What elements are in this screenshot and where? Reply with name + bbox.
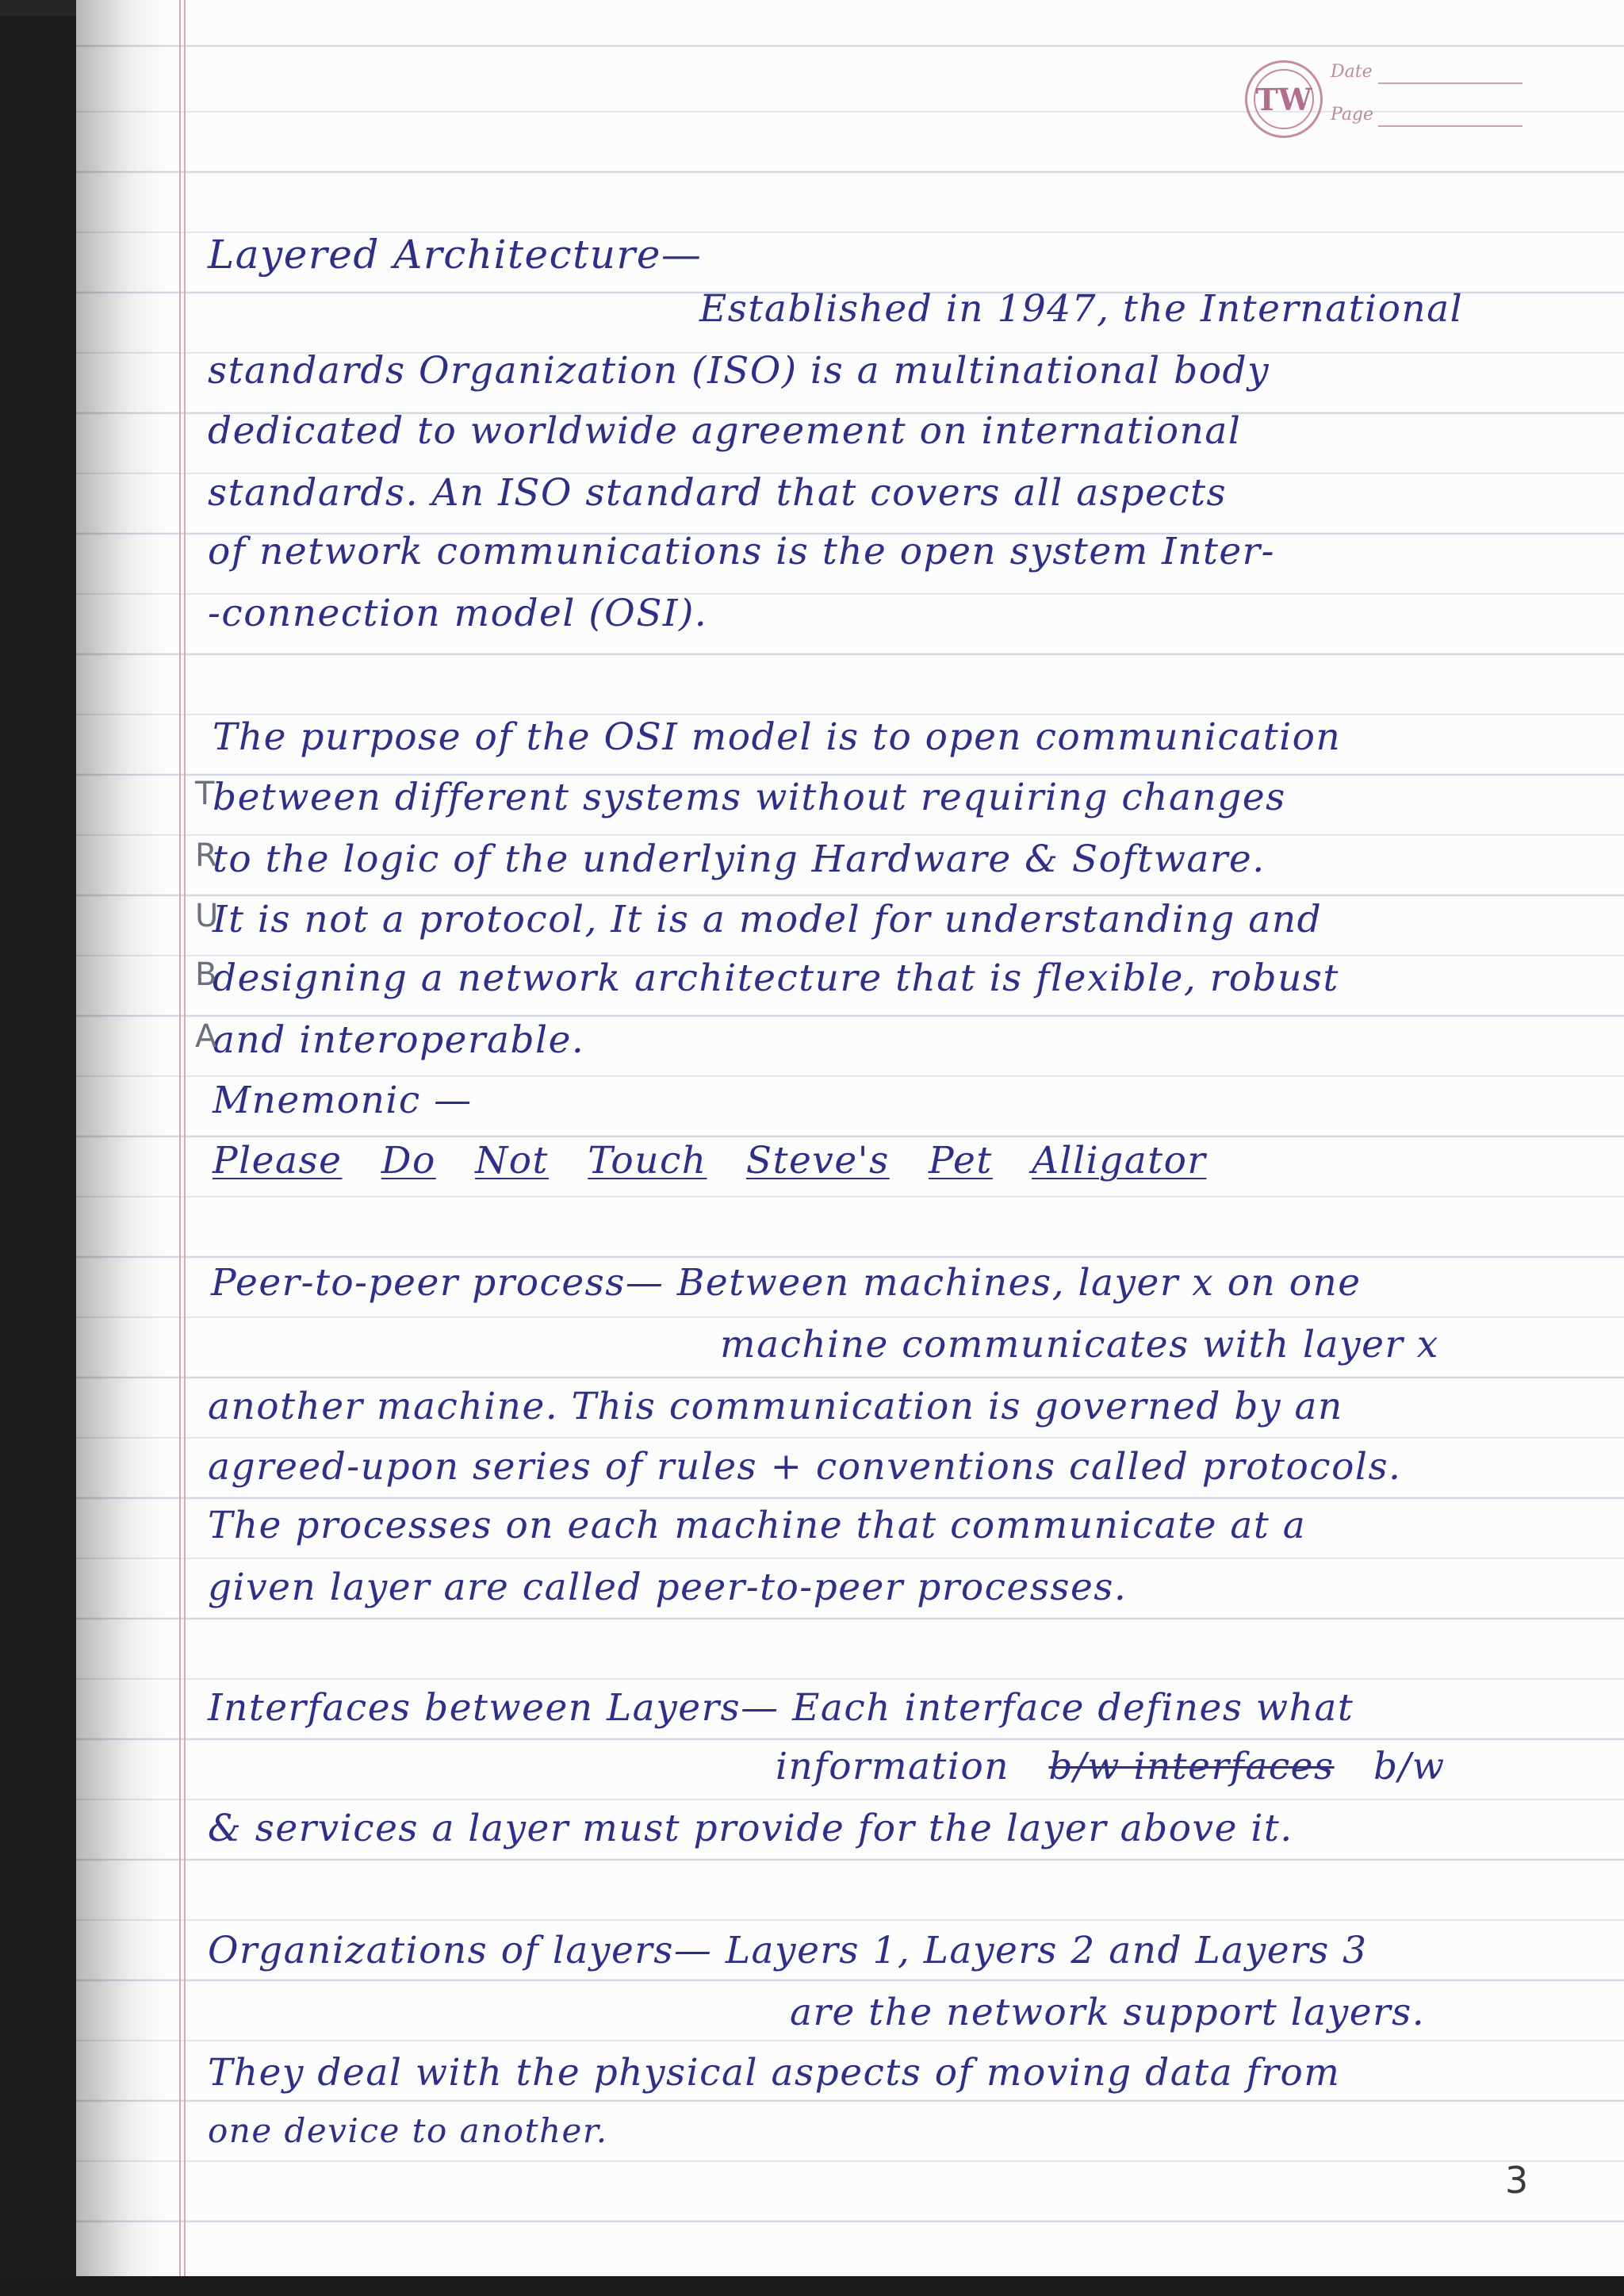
mnemonic-word: Not: [475, 1139, 549, 1182]
margin-line: [184, 0, 186, 2296]
logo-mark: TW: [1254, 69, 1314, 129]
mnemonic-word: Do: [381, 1139, 436, 1182]
note-line: standards. An ISO standard that covers all aspects: [208, 471, 1228, 515]
mnemonic-word: Touch: [588, 1139, 707, 1182]
margin-letter: T: [195, 776, 215, 812]
note-line: -connection model (OSI).: [208, 592, 708, 635]
notes-title: Layered Architecture—: [208, 232, 703, 278]
note-line: The processes on each machine that communicate at a: [208, 1504, 1307, 1547]
note-line: Interfaces between Layers— Each interface defines what: [208, 1686, 1354, 1730]
note-line: standards Organization (ISO) is a multinational body: [208, 349, 1270, 393]
note-text: b/w: [1373, 1745, 1446, 1788]
margin-letter: B: [195, 956, 217, 993]
note-line: are the network support layers.: [790, 1991, 1426, 2034]
margin-letter: R: [195, 838, 217, 874]
note-line: dedicated to worldwide agreement on international: [208, 409, 1242, 453]
page-number: 3: [1505, 2159, 1529, 2202]
note-line: machine communicates with layer x: [720, 1323, 1439, 1366]
note-line: another machine. This communication is governed by an: [208, 1385, 1343, 1428]
note-line-with-strike: [776, 1745, 1446, 1788]
note-line: designing a network architecture that is flexible, robust: [213, 956, 1339, 1000]
note-line: given layer are called peer-to-peer processes.: [208, 1566, 1128, 1609]
date-label: Date: [1331, 62, 1373, 82]
notebook-page: [76, 0, 1624, 2296]
margin-letter: A: [195, 1018, 217, 1055]
note-line: of network communications is the open system Inter-: [208, 530, 1276, 573]
mnemonic-label: Mnemonic —: [213, 1079, 473, 1122]
note-line: Peer-to-peer process— Between machines, layer x on one: [211, 1261, 1362, 1305]
logo-seal: [1245, 60, 1323, 138]
note-line: It is not a protocol, It is a model for understanding and: [213, 898, 1323, 941]
margin-letter: U: [195, 898, 219, 934]
mnemonic-word: Pet: [929, 1139, 993, 1182]
mnemonic-word: Please: [213, 1139, 343, 1182]
note-line: Established in 1947, the International: [699, 287, 1464, 331]
note-line: one device to another.: [208, 2111, 608, 2150]
scan-bottom-edge: [0, 2276, 1624, 2296]
note-line: between different systems without requiring changes: [213, 776, 1286, 819]
margin-line: [179, 0, 181, 2296]
note-line: The purpose of the OSI model is to open communication: [213, 715, 1342, 759]
date-rule: [1378, 82, 1522, 84]
page-label: Page: [1331, 105, 1374, 125]
mnemonic-word: Alligator: [1032, 1139, 1207, 1182]
note-line: and interoperable.: [213, 1018, 585, 1062]
note-line: & services a layer must provide for the layer above it.: [208, 1807, 1293, 1850]
note-text: information: [776, 1745, 1010, 1788]
mnemonic-word: Steve's: [745, 1139, 890, 1182]
mnemonic-phrase: [213, 1139, 1206, 1182]
note-line: to the logic of the underlying Hardware & Software.: [213, 838, 1266, 881]
struck-text: b/w interfaces: [1048, 1745, 1335, 1788]
note-line: Organizations of layers— Layers 1, Layers 2 and Layers 3: [208, 1929, 1368, 1972]
note-line: They deal with the physical aspects of moving data from: [208, 2051, 1341, 2095]
page-rule: [1378, 125, 1522, 127]
notebook-logo: [1245, 60, 1411, 148]
note-line: agreed-upon series of rules + conventions called protocols.: [208, 1445, 1402, 1489]
